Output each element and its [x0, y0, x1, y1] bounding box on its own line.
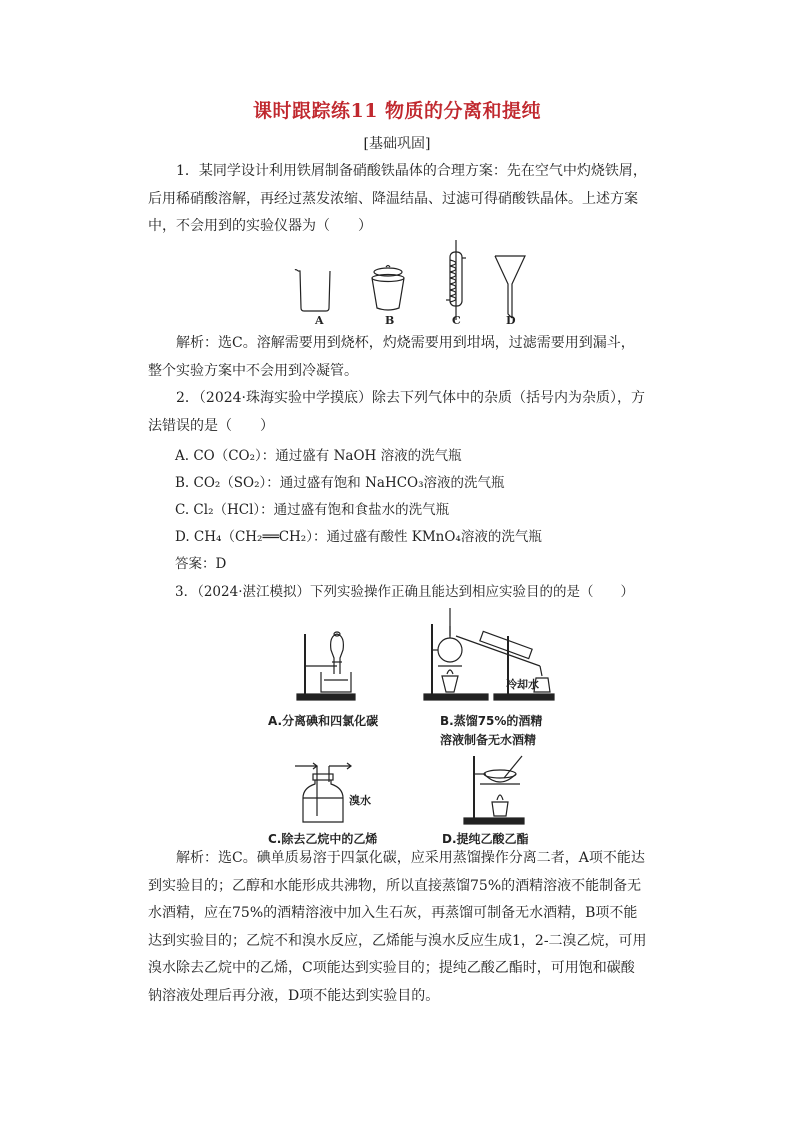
- evaporation-setup-icon: [460, 752, 535, 826]
- page-title: 课时跟踪练11 物质的分离和提纯: [252, 100, 542, 122]
- distillation-setup-icon: [420, 606, 560, 704]
- section-heading: [基础巩固]: [363, 136, 431, 152]
- beaker-icon: [295, 270, 330, 311]
- q3-caption-d: D.提纯乙酸乙酯: [442, 832, 529, 846]
- q3-caption-b-line2: 溶液制备无水酒精: [440, 733, 537, 747]
- gas-washing-bottle-icon: [295, 758, 375, 824]
- q3-figure-c: [295, 758, 375, 824]
- q1-label-a: A: [315, 314, 324, 327]
- q3-caption-c: C.除去乙烷中的乙烯: [268, 832, 378, 846]
- q2-option-d: D. CH₄（CH₂══CH₂）：通过盛有酸性 KMnO₄溶液的洗气瓶: [175, 529, 542, 545]
- q3-caption-b-line1: B.蒸馏75%的酒精: [440, 714, 543, 728]
- crucible-icon: [372, 266, 404, 311]
- q1-apparatus-figure: [290, 238, 530, 328]
- q1-label-d: D: [506, 314, 516, 327]
- q1-analysis: 解析：选C。溶解需要用到烧杯，灼烧需要用到坩埚，过滤需要用到漏斗，整个实验方案中不会用到冷凝管。: [148, 335, 635, 379]
- q2-stem: 2．（2024·珠海实验中学摸底）除去下列气体中的杂质（括号内为杂质），方法错误的是（ ）: [148, 390, 645, 434]
- separatory-funnel-setup-icon: [295, 628, 365, 703]
- bromine-water-label: 溴水: [349, 794, 371, 807]
- q2-option-b: B. CO₂（SO₂）：通过盛有饱和 NaHCO₃溶液的洗气瓶: [175, 475, 505, 491]
- q1-label-b: B: [385, 314, 395, 327]
- q1-label-c: C: [452, 314, 461, 327]
- funnel-icon: [495, 256, 525, 318]
- condenser-icon: [446, 240, 466, 320]
- q1-apparatus-svg: [290, 238, 530, 328]
- q2-option-c: C. Cl₂（HCl）：通过盛有饱和食盐水的洗气瓶: [175, 502, 450, 518]
- q3-figure-d: [460, 752, 535, 826]
- q3-stem: 3．（2024·湛江模拟）下列实验操作正确且能达到相应实验目的的是（ ）: [175, 584, 634, 600]
- cooling-water-label: 冷却水: [506, 678, 539, 691]
- q1-stem: 1．某同学设计利用铁屑制备硝酸铁晶体的合理方案：先在空气中灼烧铁屑，后用稀硝酸溶解，再经过蒸发浓缩、降温结晶、过滤可得硝酸铁晶体。上述方案中，不会用到的实验仪器为（ ）: [148, 163, 647, 234]
- q3-figure-b: [420, 606, 560, 704]
- q2-option-a: A. CO（CO₂）：通过盛有 NaOH 溶液的洗气瓶: [175, 448, 462, 464]
- q3-figure-a: [295, 628, 365, 703]
- q2-answer: 答案：D: [175, 556, 227, 572]
- q3-analysis: 解析：选C。碘单质易溶于四氯化碳，应采用蒸馏操作分离二者，A项不能达到实验目的；乙醇和水能形成共沸物，所以直接蒸馏75%的酒精溶液不能制备无水酒精，应在75%的酒精溶液中加入生石灰，再蒸馏可制备无水酒精，B项不能达到实验目的；乙烷不和溴水反应，乙烯能与溴水反应生成1，2-二溴乙烷，可用溴水除去乙烷中的乙烯，C项能达到实验目的；提纯乙酸乙酯时，可用饱和碳酸钠溶液处理后再分液，D项不能达到实验目的。: [148, 850, 647, 1004]
- q3-caption-a: A.分离碘和四氯化碳: [268, 714, 379, 728]
